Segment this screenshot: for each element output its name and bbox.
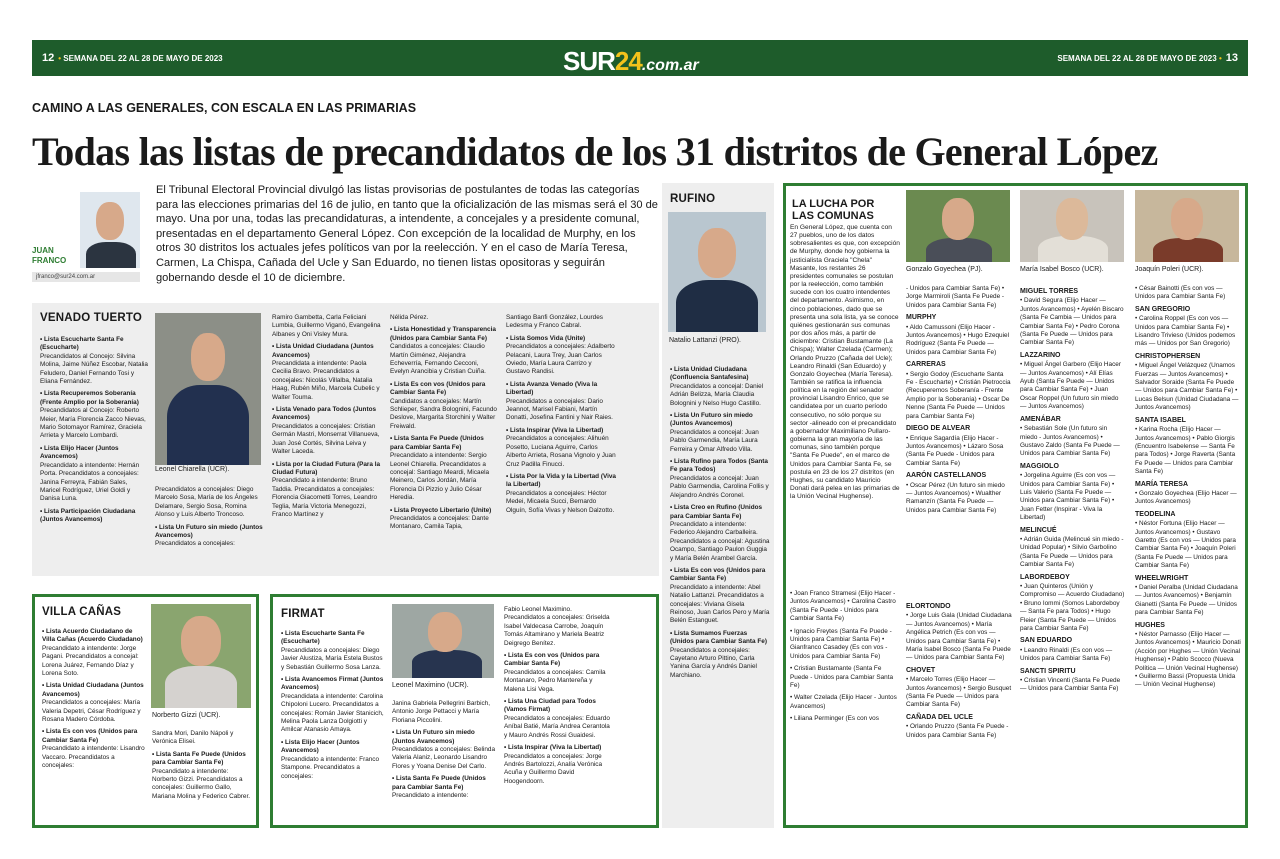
chiarella-photo [155, 313, 261, 465]
list-name: • Lista Venado para Todos (Juntos Avancemos) [272, 406, 377, 422]
list-name: • Lista Es con vos (Unidos para Cambiar Santa Fe) [504, 652, 600, 668]
candidate-text: Precandidato a intendente: Sergio Leonel Chiarella. Precandidatos a concejal: Santiago Meardi, Micaela Meinero, Carlos Jordán, María Florencia Di Pizzio y Julio César Heredia. [390, 452, 490, 502]
list-entry [390, 326, 498, 376]
date-left: SEMANA DEL 22 AL 28 DE MAYO DE 2023 [63, 54, 223, 63]
list-entry [390, 435, 498, 502]
candidate-text: • Oscar Pérez (Un futuro sin miedo — Juntos Avancemos) • Wualther Ramanzín (Santa Fe Puede — Unidos para Cambiar Santa Fe) [906, 481, 1005, 514]
candidate-text: Precandidatos a concejales: María Valeria Depetri, César Rodríguez y Rosana Madero Córdoba. [42, 699, 141, 724]
list-name: • Lista Acuerdo Ciudadano de Villa Cañas (Acuerdo Ciudadano) [42, 628, 143, 644]
candidate-text: • Miguel Ángel Garbero (Elijo Hacer — Juntos Avancemos) • Alí Elías Ayub (Santa Fe Puede — Unidos para Cambiar Santa Fe) • Juan Oscar Roppel (Un futuro sin miedo — Juntos Avancemos) [1020, 361, 1121, 411]
list-name: • Lista Recuperemos Soberanía (Frente Amplio por la Soberanía) [40, 390, 139, 406]
list-entry [790, 694, 900, 711]
candidate-text: Precandidato a intendente: [392, 792, 469, 800]
list-entry [906, 425, 1012, 468]
venado-col-4 [390, 314, 498, 572]
candidate-text: • Enrique Sagardía (Elijo Hacer - Juntos Avancemos) • Lázaro Sosa (Santa Fe Puede - Unidos para Cambiar Santa Fe) [906, 434, 1004, 467]
list-entry [1020, 352, 1126, 412]
candidate-text: Precandidatos a concejales: [155, 540, 235, 548]
list-name: • Lista por la Ciudad Futura (Para la Ciudad Futura) [272, 460, 381, 476]
candidate-text: • David Segura (Elijo Hacer — Juntos Avancemos) • Ayelén Biscaro (Santa Fe Cambia — Unidos para Cambiar Santa Fe) • Pedro Corona (Santa Fe Puede — Unidos para Cambiar Santa Fe) [1020, 297, 1124, 347]
district-name: CARRERAS [906, 361, 946, 369]
candidate-text: • Cristian Bustamante (Santa Fe Puede - Unidos para Cambiar Santa Fe) [790, 665, 894, 690]
district-name: MARÍA TERESA [1135, 480, 1189, 488]
list-entry [906, 314, 1012, 357]
list-entry [1020, 416, 1126, 459]
list-entry [906, 667, 1012, 710]
logo: SUR24.com.ar [563, 46, 699, 76]
candidate-text: Ramiro Gambetta, Carla Feliciani Lumbia, Guillermo Viganó, Evangelina Albanes y Oni Visley Mura. [272, 314, 381, 338]
list-entry [1135, 306, 1241, 349]
candidate-text: • Liliana Perminger (Es con vos [790, 715, 879, 723]
list-entry [42, 728, 146, 770]
author-email: jfranco@sur24.com.ar [32, 272, 140, 282]
candidate-text: Precandidatos a concejales: Dario Jeannot, Marisel Fabiani, Martín Donatti, Josefina Fantini y Nair Raies. [506, 397, 613, 422]
list-entry [790, 628, 900, 662]
district-name: MIGUEL TORRES [1020, 288, 1079, 295]
list-entry [155, 486, 263, 520]
list-entry [281, 630, 385, 672]
section-title: VENADO TUERTO [40, 312, 143, 324]
intro-paragraph: El Tribunal Electoral Provincial divulgó las listas provisorias de postulantes de todas las categorías para las elecciones primarias del 16 de julio, en tanto que la oficialización de las mismas será el 30 de mayo. Una por una, todas las precandidaturas, a intendente, a concejales y a presidente comunal, presentadas en el departamento General López. Con excepción de la localidad de Murphy, en los otros 30 distritos los actuales jefes políticos van por la reelección. Y en el caso de María Teresa, Carmen, La Chispa, Cañada del Ucle y San Eduardo, no tienen listas opositoras y seguirán gobernando desde el 10 de diciembre. [156, 184, 658, 284]
rufino-col [670, 366, 770, 822]
list-name: • Lista Unidad Ciudadana (Juntos Avancemos) [42, 682, 144, 698]
candidate-text: Precandidatos a concejales: Jorge Andrés Bartolozzi, Analía Verónica Acuña y Guillermo David Hoogendoorn. [504, 752, 603, 785]
list-name: • Lista Santa Fe Puede (Unidos para Cambiar Santa Fe) [390, 435, 484, 451]
lattanzi-photo [668, 212, 766, 332]
candidate-text: Precandidato a intendente: Lisandro Vaccaro. Precandidatos a concejales: [42, 745, 145, 770]
list-name: • Lista Santa Fe Puede (Unidos para Cambiar Santa Fe) [152, 750, 246, 767]
candidate-text: Precandidata a intendente: Carolina Chipoloni Lucero. Precandidatos a concejales: Román Javier Stanicich, Melina Paola Lanza Dolgiotti y Amilcar Atanasio Amaya. [281, 692, 384, 734]
list-name: • Lista Un Futuro sin miedo (Juntos Avancemos) [155, 523, 263, 540]
list-entry [40, 390, 148, 440]
list-entry [506, 473, 616, 515]
page-number-right: 13 [1225, 52, 1238, 64]
list-name: • Lista Proyecto Libertario (Unite) [390, 506, 492, 514]
list-entry [1135, 575, 1241, 618]
list-entry [504, 652, 612, 694]
list-entry [281, 739, 385, 781]
candidate-text: Precandidato a intendente: Franco Stampone. Precandidatos a concejales: [281, 755, 380, 780]
candidate-text: • Juan Quinteros (Unión y Compromiso — Acuerdo Ciudadano) • Bruno Iommi (Somos Labordeboy — Santa Fe para Todos) • Hugo Fleier (Santa Fe Puede — Unidos para Cambiar Santa Fe) [1020, 583, 1125, 633]
district-name: TEODELINA [1135, 510, 1176, 518]
district-name: SAN GREGORIO [1135, 305, 1191, 313]
lucha-col-2 [906, 600, 1012, 822]
list-entry [670, 366, 770, 408]
list-name: • Lista Escucharte Santa Fe (Escucharte) [40, 336, 124, 352]
list-entry [906, 472, 1012, 515]
candidate-text: Sandra Mori, Danilo Nápoli y Verónica Elisei. [152, 730, 234, 746]
venado-col-2 [155, 486, 263, 572]
candidate-text: Santiago Banfi González, Lourdes Ledesma y Franco Cabral. [506, 314, 603, 330]
section-title: RUFINO [670, 193, 716, 205]
list-entry [906, 603, 1012, 663]
candidate-text: Precandidatos a concejales: Diego Marcelo Sosa, María de los Ángeles Delamare, Sergio Sosa, Romina Alonso y Luis Alberto Troncoso. [155, 486, 258, 519]
author-byline: JUAN FRANCO [32, 246, 67, 265]
page-number-left: 12 [42, 52, 55, 64]
candidate-text: • Carolina Roppel (Es con vos — Unidos para Cambiar Santa Fe) • Lisandro Trivieso (Unidos podemos más — Unidos por San Gregorio) [1135, 315, 1236, 348]
district-name: MURPHY [906, 314, 937, 322]
list-entry [790, 665, 900, 690]
candidate-text: • Joan Franco Stramesi (Elijo Hacer - Juntos Avancemos) • Carolina Castro (Santa Fe Puede - Unidos para Cambiar Santa Fe) [790, 590, 896, 623]
list-entry [504, 698, 612, 740]
candidate-text: Fabio Leonel Maximino. Precandidatos a concejales: Griselda Isabel Valdecasa Carrobe, Joaquín Tomás Altamirano y Mariela Beatriz Deigrego Benítez. [504, 606, 610, 647]
candidate-text: Precandidatos a concejal: Juan Pablo Garmendia, María Laura Ferreira y Omar Alfredo Villa. [670, 428, 759, 453]
list-entry [1020, 668, 1126, 694]
candidate-text: • Gonzalo Goyechea (Elijo Hacer — Juntos Avancemos) [1135, 489, 1237, 506]
candidate-text: • Ignacio Freytes (Santa Fe Puede - Unidos para Cambiar Santa Fe) • Gianfranco Casadey (Es con vos - Unidos para Cambiar Santa Fe) [790, 627, 892, 660]
list-entry [1135, 511, 1241, 571]
district-name: AMENÁBAR [1020, 415, 1061, 423]
section-title: FIRMAT [281, 608, 325, 620]
list-entry [42, 682, 146, 724]
list-name: • Lista Honestidad y Transparencia (Unidos para Cambiar Santa Fe) [390, 326, 496, 342]
list-entry [504, 606, 612, 648]
list-name: • Lista Creo en Rufino (Unidos para Cambiar Santa Fe) [670, 504, 763, 520]
candidate-text: • Adrián Guida (Melincué sin miedo - Unidad Popular) • Silvio Garbolino (Santa Fe Puede — Unidos para Cambiar Santa Fe) [1020, 535, 1124, 569]
list-entry [390, 314, 498, 322]
list-entry [392, 700, 496, 725]
list-entry [390, 507, 498, 532]
list-entry [40, 336, 148, 386]
candidate-text: Precandidato a intendente: Federico Alejandro Carballeira. Precandidatos a concejal: Agustina Ocampo, Santiago Paulon Guggia y María Belén Arambel García. [670, 520, 770, 562]
candidate-text: Janina Gabriela Pellegrini Barbich, Antonio Jorge Pettacci y María Floriana Piccolini. [392, 700, 491, 724]
lucha-text: En General López, que cuenta con 27 pueblos, uno de los datos sobresalientes es que, con excepción de Murphy, donde hoy gobierna la justicialista Graciela "Chela" Masante, los restantes 26 presidentes comunales se postulan por la reelección, como también sucede con los cuatro intendentes del departamento. Asimismo, en cinco poblaciones, dado que se presenta una sola lista, ya se conoce quiénes gestionarán sus comunas por dos años más, a partir de diciembre: Cristian Bustamante (La Chispa); Walter Czelada (Carmen); Orlando Pruzzo (Cañada del Ucle); Leandro Rinaldi (San Eduardo) y Gonzalo Goyechea (María Teresa). También se ratifica la influencia política en la región del senador provincial Lisandro Enrico, que se candidatea por un cuarto período consecutivo, no sólo porque su sector -alineado con el precandidato a gobernador Maximiliano Pullaro- gobierna la gran mayoría de las comunas, sino también porque "Santa Fe Puede", en el marco de Unidos para Cambiar Santa Fe, se postula en 23 de los 27 distritos (en Hughes, su candidato Mauricio Donati dará pelea en las primarias de la Unión Vecinal Hughense). [790, 224, 900, 501]
candidate-text: • César Bainotti (Es con vos — Unidos para Cambiar Santa Fe) [1135, 285, 1226, 301]
venado-col-3 [272, 314, 382, 572]
candidate-text: Precandidatos a concejales: Adalberto Pelacani, Laura Trey, Juan Carlos Oviedo, María Laura Carrizo y Gustavo Randisi. [506, 343, 615, 376]
list-name: • Lista Elijo Hacer (Juntos Avancemos) [281, 738, 360, 755]
list-entry [1135, 353, 1241, 413]
candidate-text: Precandidatos al Concejo: Silvina Molina, Jaime Núñez Escobar, Natalia Feludero, Daniel Fernando Tosi y Eliana Fernández. [40, 352, 148, 386]
district-name: SANCTI SPIRITU [1020, 667, 1076, 675]
headline: Todas las listas de precandidatos de los 31 distritos de General López [32, 129, 1158, 174]
candidate-text: • Miguel Ángel Velázquez (Unamos Fuerzas — Juntos Avancemos) • Salvador Soraide (Santa Fe Puede — Unidos para Cambiar Santa Fe) • Lucas Belsun (Unidad Ciudadana — Juntos Avancemos) [1135, 362, 1239, 412]
list-name: • Lista Participación Ciudadana (Juntos Avancemos) [40, 507, 136, 524]
list-entry [670, 504, 770, 563]
candidate-text: - Unidos para Cambiar Santa Fe) • Jorge Marmiroli (Santa Fe Puede - Unidos para Cambiar Santa Fe) [906, 285, 1005, 309]
photo-caption: Gonzalo Goyechea (PJ). [906, 266, 983, 273]
candidate-text: • Néstor Fortuna (Elijo Hacer — Juntos Avancemos) • Gustavo Garetto (Es con vos — Unidos para Cambiar Santa Fe) • Joaquín Poleri (Santa Fe Puede — Unidos para Cambiar Santa Fe) [1135, 520, 1236, 570]
list-name: • Lista Un Futuro sin miedo (Juntos Avancemos) [392, 729, 475, 745]
candidate-text: • Cristian Vincenti (Santa Fe Puede — Unidos para Cambiar Santa Fe) [1020, 677, 1121, 693]
list-entry [42, 628, 146, 678]
list-name: • Lista Una Ciudad para Todos (Vamos Firmat) [504, 698, 596, 714]
candidate-text: Precandidato a intendente: Abel Natalio Lattanzi. Precandidatos a concejales: Viviana Gisela Reinoso, Juan Carlos Pero y María Belén Estanguet. [670, 583, 770, 625]
venado-col-1 [40, 336, 148, 572]
candidate-text: • Sebastián Sole (Un futuro sin miedo - Juntos Avancemos) • Gustavo Zaldo (Santa Fe Puede — Unidos para Cambiar Santa Fe) [1020, 425, 1120, 458]
photo-caption: Natalio Lattanzi (PRO). [669, 337, 741, 344]
list-name: • Lista Sumamos Fuerzas (Unidos para Cambiar Santa Fe) [670, 629, 767, 646]
list-entry [40, 508, 148, 525]
bosco-photo [1020, 190, 1124, 262]
district-name: MAGGIOLO [1020, 462, 1059, 470]
district-name: MELINCUÉ [1020, 526, 1057, 534]
list-name: • Lista Inspirar (Viva la Libertad) [506, 426, 604, 434]
list-entry [1020, 527, 1126, 570]
list-name: • Lista Es con vos (Unidos para Cambiar Santa Fe) [670, 566, 766, 583]
list-entry [1020, 637, 1126, 663]
goyechea-photo [906, 190, 1010, 262]
list-entry [40, 445, 148, 504]
list-name: • Lista Elijo Hacer (Juntos Avancemos) [40, 444, 119, 461]
photo-caption: Norberto Gizzi (UCR). [152, 712, 221, 719]
firmat-col-2 [392, 700, 496, 824]
candidate-text: Precandidatos a concejales: Héctor Medei, Micaela Succi, Bernardo Olguín, Sofía Vivas y Nelson Dalzotto. [506, 489, 615, 514]
list-entry [1020, 574, 1126, 634]
list-entry [281, 676, 385, 735]
maximino-photo [392, 604, 494, 678]
venado-col-5 [506, 314, 616, 572]
photo-caption: Joaquín Poleri (UCR). [1135, 266, 1204, 273]
section-title: VILLA CAÑAS [42, 606, 122, 618]
photo-caption: Leonel Chiarella (UCR). [155, 466, 230, 473]
district-name: WHEELWRIGHT [1135, 574, 1189, 582]
list-name: • Lista Rufino para Todos (Santa Fe para Todos) [670, 458, 768, 474]
header-right: SEMANA DEL 22 AL 28 DE MAYO DE 2023 • 13 [1057, 52, 1238, 64]
list-entry [670, 412, 770, 454]
list-entry [272, 343, 382, 402]
district-name: SANTA ISABEL [1135, 416, 1186, 424]
list-name: • Lista Santa Fe Puede (Unidos para Cambiar Santa Fe) [392, 775, 486, 791]
list-entry [790, 715, 900, 723]
list-entry [670, 630, 770, 680]
list-entry [1135, 622, 1241, 690]
list-entry [504, 744, 612, 786]
list-entry [906, 361, 1012, 421]
lucha-col-3 [1020, 285, 1126, 823]
list-name: • Lista Unidad Ciudadana (Juntos Avancemos) [272, 343, 374, 359]
candidate-text: • Walter Czelada (Elijo Hacer - Juntos Avancemos) [790, 694, 897, 710]
candidate-text: • Aldo Camussoni (Elijo Hacer - Juntos Avancemos) • Hugo Ezequiel Rodríguez (Santa Fe Puede — Unidos para Cambiar Santa Fe) [906, 323, 1010, 356]
candidate-text: Precandidato a intendente: Hernán Porta. Precandidatos a concejales: Janina Ferreyra, Fabián Sales, Maricel Rodríguez, Uriel Goldi y Danisa Luna. [40, 461, 140, 503]
candidate-text: • Néstor Parnasso (Elijo Hacer — Juntos Avancemos) • Mauricio Donati (Acción por Hughes — Unión Vecinal Hughense) • Pablo Scocco (Nueva Política — Unión Vecinal Hughense) • Guillermo Bassi (Propuesta Unida — Unión Vecinal Hughense) [1135, 631, 1241, 689]
list-name: • Lista Inspirar (Viva la Libertad) [504, 744, 602, 752]
candidate-text: Candidatos a concejales: Claudio Martín Giménez, Alejandra Echeverría, Fernando Cecconi, Evelyn Arancibia y Cristian Cuiña. [390, 343, 486, 376]
photo-caption: María Isabel Bosco (UCR). [1020, 266, 1104, 273]
candidate-text: Precandidatos a concejales: Dante Montanaro, Camila Tapia, [390, 514, 489, 531]
candidate-text: Precandidatos a concejales: Diego Javier Alustiza, María Estela Bustos y Sebastián Guillermo Sosa Lanza. [281, 646, 383, 671]
list-entry [506, 335, 616, 377]
candidate-text: Precandidato a intendente: Bruno Taddia. Precandidatos a concejales: Florencia Giacometti Torres, Leandro Teglia, María Victoria Menegozzi, Franco Martínez y [272, 477, 378, 518]
candidate-text: Candidatos a concejales: Martín Schlieper, Sandra Bolognini, Facundo Deslove, Margarita Storchini y Walter Freiwald. [390, 397, 497, 430]
list-entry [1135, 481, 1241, 507]
candidate-text: Precandidatos a concejales: Belinda Valeria Alaniz, Leonardo Lisandro Flores y Yoana Denise Del Carlo. [392, 746, 496, 770]
candidate-text: • Karina Rocha (Elijo Hacer — Juntos Avancemos) • Pablo Giorgis (Encuentro Isabelense — Santa Fe para Todos) • Jorge Raverta (Santa Fe Puede — Unidos para Cambiar Santa Fe) [1135, 426, 1236, 476]
firmat-col-3 [504, 606, 612, 824]
lucha-title: LA LUCHA POR LAS COMUNAS [792, 198, 875, 222]
list-entry [155, 524, 263, 549]
candidate-text: Precandidatos a concejal: Daniel Adrián Belizza, María Claudia Bolognini y Nelso Hugo Castillo. [670, 382, 764, 407]
villa-col-1 [42, 628, 146, 824]
district-name: LABORDEBOY [1020, 573, 1070, 581]
candidate-text: Precandidato a intendente: Norberto Gizzi. Precandidatos a concejales: Guillermo Gallo, Mariana Molina y Federico Cabrer. [152, 767, 251, 800]
list-entry [790, 590, 900, 624]
district-name: DIEGO DE ALVEAR [906, 425, 971, 433]
list-name: • Lista Un Futuro sin miedo (Juntos Avancemos) [670, 412, 753, 428]
date-right: SEMANA DEL 22 AL 28 DE MAYO DE 2023 [1057, 54, 1217, 63]
list-entry [152, 730, 254, 747]
district-name: ELORTONDO [906, 603, 951, 610]
list-name: • Lista Avanza Venado (Viva la Libertad) [506, 380, 598, 397]
list-name: • Lista Escucharte Santa Fe (Escucharte) [281, 630, 365, 646]
candidate-text: • Daniel Peralba (Unidad Ciudadana — Juntos Avancemos) • Benjamín Gianetti (Santa Fe Puede — Unidos para Cambiar Santa Fe) [1135, 584, 1238, 617]
lucha-col-4 [1135, 285, 1241, 823]
district-name: AARÓN CASTELLANOS [906, 472, 987, 480]
list-name: • Lista Somos Vida (Unite) [506, 334, 586, 342]
list-entry [506, 381, 616, 423]
district-name: LAZZARINO [1020, 351, 1061, 359]
list-entry [670, 458, 770, 500]
candidate-text: Precandidatos a concejal: Juan Pablo Garmendia, Carolina Follis y Alejandro Andrés Coronel. [670, 474, 769, 499]
candidate-text: • Leandro Rinaldi (Es con vos — Unidos para Cambiar Santa Fe) [1020, 646, 1113, 663]
list-entry [272, 406, 382, 456]
list-entry [272, 461, 382, 520]
firmat-col-1 [281, 630, 385, 824]
candidate-text: • Jorge Luis Gala (Unidad Ciudadana — Juntos Avancemos) • María Angélica Petrich (Es con vos — Unidos para Cambiar Santa Fe) • María Isabel Bosco (Santa Fe Puede — Unidos para Cambiar Santa Fe) [906, 612, 1012, 662]
list-entry [906, 285, 1012, 310]
list-entry [272, 314, 382, 339]
lucha-col-0 [790, 590, 900, 822]
list-entry [1135, 417, 1241, 477]
gizzi-photo [151, 604, 251, 708]
list-name: • Lista Avancemos Firmat (Juntos Avancemos) [281, 676, 384, 692]
candidate-text: Precandidatos al Concejo: Roberto Meier, María Florencia Zacco Nievas, Mario Sotomayor Ramírez, Graciela Arrieta y Marcelo Lombardi. [40, 407, 146, 440]
candidate-text: • Sergio Godoy (Escucharte Santa Fe - Escucharte) • Cristián Pietroccia (Recuperemos Soberanía - Frente Amplio por la Soberanía) • Oscar De Nenne (Santa Fe Puede — Unidos para Cambiar Santa Fe) [906, 370, 1011, 420]
list-entry [392, 775, 496, 800]
kicker: CAMINO A LAS GENERALES, CON ESCALA EN LAS PRIMARIAS [32, 101, 417, 115]
list-entry [1020, 288, 1126, 348]
list-name: • Lista Por la Vida y la Libertad (Viva la Libertad) [506, 472, 616, 489]
list-entry [152, 751, 254, 801]
candidate-text: • Marcelo Torres (Elijo Hacer — Juntos Avancemos) • Sergio Busquet (Santa Fe Puede — Unidos para Cambiar Santa Fe) [906, 676, 1012, 709]
list-entry [506, 314, 616, 331]
candidate-text: Nélida Pérez. [390, 314, 429, 321]
list-name: • Lista Es con vos (Unidos para Cambiar Santa Fe) [390, 380, 486, 397]
author-photo [80, 192, 140, 268]
list-entry [670, 567, 770, 626]
list-entry [392, 729, 496, 771]
header-left: 12 • SEMANA DEL 22 AL 28 DE MAYO DE 2023 [42, 52, 223, 64]
villa-col-2 [152, 730, 254, 824]
candidate-text: Precandidata a intendente: Paola Cecilia Bravo. Precandidatos a concejales: Nicolás Villalba, Natalia Haag, Rubén Miño, Marcela Cubelic y Walter Touma. [272, 360, 380, 401]
candidate-text: Precandidatos a concejales: Cayetano Arturo Pittino, Carla Yanina García y Andrés Daniel Marchiano. [670, 646, 757, 679]
district-name: CAÑADA DEL UCLE [906, 713, 973, 721]
photo-caption: Leonel Maximino (UCR). [392, 682, 469, 689]
district-name: HUGHES [1135, 621, 1165, 629]
poleri-photo [1135, 190, 1239, 262]
list-entry [1135, 285, 1241, 302]
candidate-text: • Orlando Pruzzo (Santa Fe Puede -Unidos para Cambiar Santa Fe) [906, 723, 1009, 739]
candidate-text: Precandidatos a concejales: Alihuén Posetto, Luciana Aguirre, Carlos Alberto Arrieta, Rosana Vignolo y Juan Cruz Padilla Finucci. [506, 435, 616, 468]
district-name: SAN EDUARDO [1020, 637, 1073, 645]
candidate-text: Precandidatos a concejales: Cristian Germán Mastri, Monserrat Villanueva, Juan José Cortés, Silvina Leiva y Walter Laceda. [272, 422, 380, 456]
list-name: • Lista Es con vos (Unidos para Cambiar Santa Fe) [42, 728, 138, 744]
list-entry [1020, 463, 1126, 523]
candidate-text: Precandidato a intendente: Jorge Pagani. Precandidatos a concejal: Lorena Juárez, Fernando Díaz y Lorena Soto. [42, 644, 139, 678]
list-entry [390, 381, 498, 431]
candidate-text: Precandidatos a concejales: Camila Montanaro, Pedro Mantereña y Malena Lisi Vega. [504, 668, 606, 693]
district-name: CHOVET [906, 666, 936, 674]
list-entry [506, 427, 616, 469]
district-name: CHRISTOPHERSEN [1135, 352, 1201, 360]
candidate-text: • Jorgelina Aguirre (Es con vos — Unidos para Cambiar Santa Fe) • Luis Valerio (Santa Fe Puede — Unidos para Cambiar Santa Fe) • Juan Fetter (Inspirar - Viva la Libertad) [1020, 472, 1116, 522]
list-entry [906, 714, 1012, 740]
list-name: • Lista Unidad Ciudadana (Confluencia Santafesina) [670, 366, 749, 382]
candidate-text: Precandidatos a concejales: Eduardo Aníbal Batié, María Andrea Cerantola y Mauro Andrés Rossi Guaidesi. [504, 714, 610, 739]
